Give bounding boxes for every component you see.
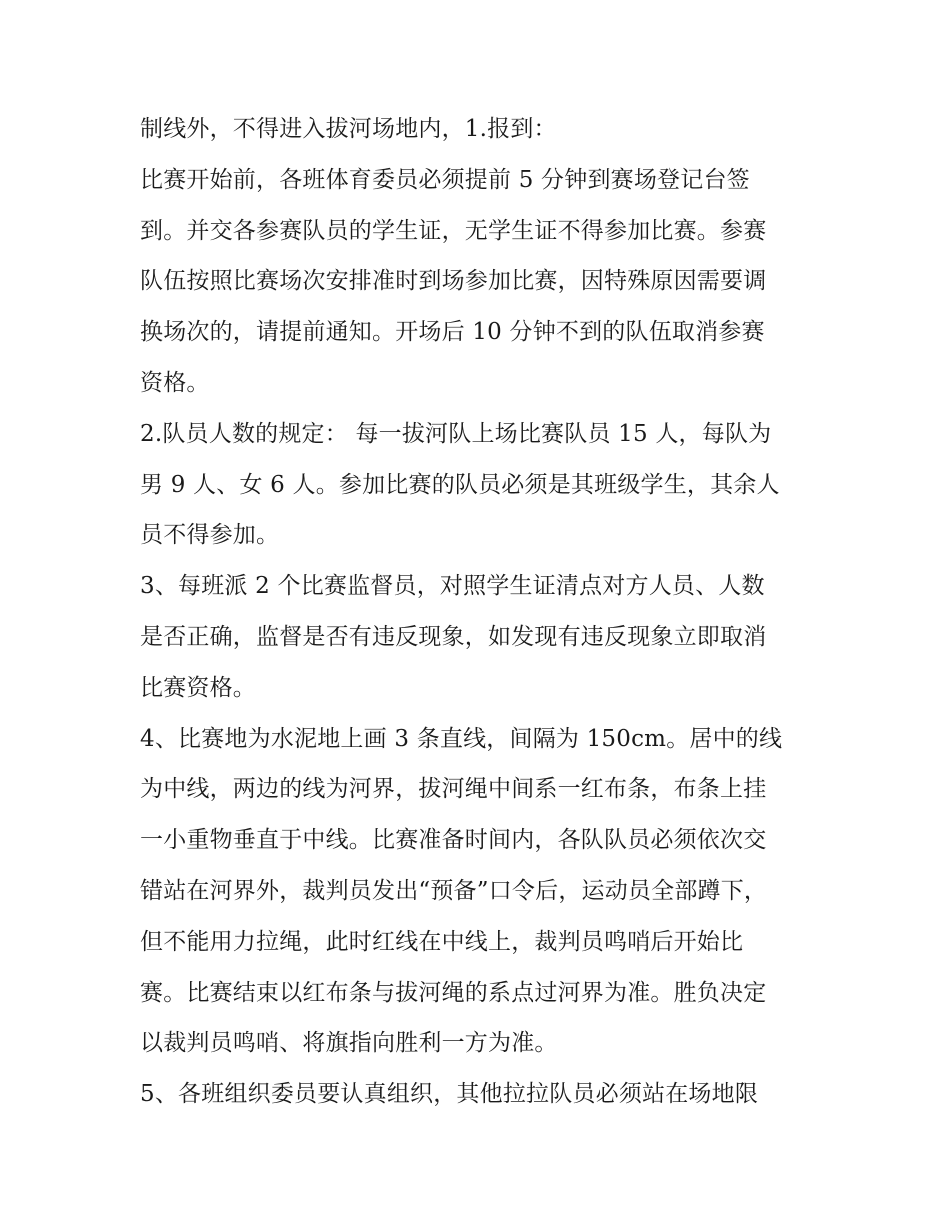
text-line: 为中线，两边的线为河界，拔河绳中间系一红布条，布条上挂 xyxy=(140,776,767,803)
text-line: 到。并交各参赛队员的学生证，无学生证不得参加比赛。参赛 xyxy=(140,217,767,244)
text-line: 资格。 xyxy=(140,369,210,396)
text-line: 但不能用力拉绳，此时红线在中线上，裁判员鸣哨后开始比 xyxy=(140,928,744,955)
text-line: 5、各班组织委员要认真组织，其他拉拉队员必须站在场地限 xyxy=(140,1081,759,1108)
text-line: 男 9 人、女 6 人。参加比赛的队员必须是其班级学生，其余人 xyxy=(140,471,780,498)
document-page xyxy=(140,104,820,1120)
text-line: 2.队员人数的规定： 每一拔河队上场比赛队员 15 人，每队为 xyxy=(140,420,772,447)
text-line: 制线外，不得进入拔河场地内，1.报到： xyxy=(140,116,557,142)
text-line: 4、比赛地为水泥地上画 3 条直线，间隔为 150cm。居中的线 xyxy=(140,725,783,752)
text-line: 换场次的，请提前通知。开场后 10 分钟不到的队伍取消参赛 xyxy=(140,319,765,346)
text-line: 员不得参加。 xyxy=(140,522,280,549)
text-line: 错站在河界外，裁判员发出“预备”口令后，运动员全部蹲下， xyxy=(140,877,768,904)
text-line: 比赛资格。 xyxy=(140,674,256,701)
text-line: 以裁判员鸣哨、将旗指向胜利一方为准。 xyxy=(140,1030,558,1057)
text-line: 赛。比赛结束以红布条与拔河绳的系点过河界为准。胜负决定 xyxy=(140,979,767,1006)
text-line: 3、每班派 2 个比赛监督员，对照学生证清点对方人员、人数 xyxy=(140,573,765,600)
text-line: 是否正确，监督是否有违反现象，如发现有违反现象立即取消 xyxy=(140,623,767,650)
text-line: 队伍按照比赛场次安排准时到场参加比赛，因特殊原因需要调 xyxy=(140,268,767,295)
text-line: 一小重物垂直于中线。比赛准备时间内，各队队员必须依次交 xyxy=(140,827,767,854)
text-line: 比赛开始前，各班体育委员必须提前 5 分钟到赛场登记台签 xyxy=(140,166,750,193)
